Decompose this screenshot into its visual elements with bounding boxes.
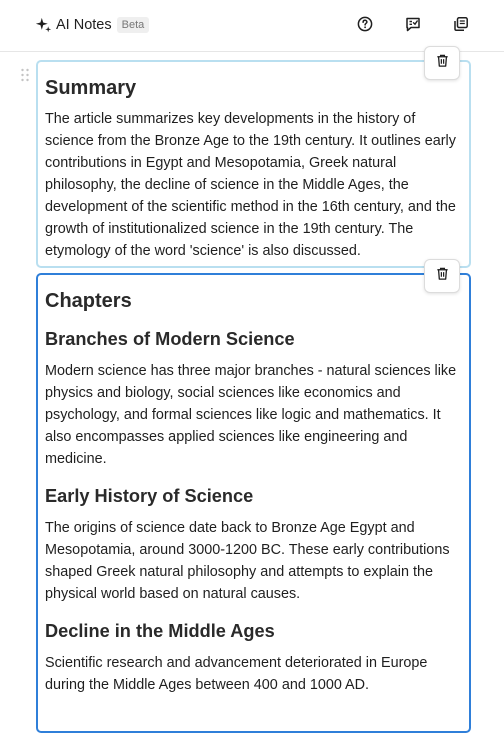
chapter-title: Decline in the Middle Ages: [45, 621, 275, 641]
summary-text: The article summarizes key developments in the history of science from the Bronze Age to the 19th century. It outlines early contributions in Egypt and Mesopotamia, Greek natural philosophy, the decline of science in the Middle Ages, the development of the scientific method in the 16th century, and the growth of institutionalized science in the 19th century. The etymology of the word 'science' is also discussed.: [45, 111, 456, 259]
delete-chapters-button[interactable]: [424, 259, 460, 293]
chapters-card[interactable]: [36, 273, 471, 733]
brand: [35, 15, 149, 35]
beta-badge: Beta: [117, 17, 150, 33]
chapter-text: Scientific research and advancement deteriorated in Europe during the Middle Ages between 400 and 1000 AD.: [45, 655, 428, 693]
chapters-title: Chapters: [45, 290, 132, 312]
notes-list-icon: [405, 16, 421, 37]
trash-icon: [435, 266, 450, 286]
chapter-item: [45, 620, 462, 696]
notes-button[interactable]: [400, 13, 426, 39]
help-button[interactable]: [352, 13, 378, 39]
chapter-text: The origins of science date back to Bronze Age Egypt and Mesopotamia, around 3000-1200 BC. These early contributions shaped Greek natural philosophy and attempts to explain the physical world based on natural causes.: [45, 520, 450, 602]
copy-icon: [453, 16, 469, 37]
app-title: AI Notes: [56, 17, 112, 33]
summary-title: Summary: [45, 77, 137, 99]
help-circle-icon: [357, 16, 373, 37]
copy-button[interactable]: [448, 13, 474, 39]
summary-card[interactable]: [36, 60, 471, 268]
sparkle-icon: [35, 17, 52, 34]
chapter-item: [45, 328, 462, 470]
delete-summary-button[interactable]: [424, 46, 460, 80]
app-header: [0, 0, 504, 52]
chapter-title: Branches of Modern Science: [45, 329, 295, 349]
chapter-title: Early History of Science: [45, 486, 254, 506]
chapter-item: [45, 485, 462, 605]
trash-icon: [435, 53, 450, 73]
drag-handle-icon[interactable]: [20, 68, 30, 82]
chapter-text: Modern science has three major branches - natural sciences like physics and biology, social sciences like economics and psychology, and formal sciences like logic and mathematics. It also encompasses applied sciences like engineering and medicine.: [45, 363, 457, 467]
